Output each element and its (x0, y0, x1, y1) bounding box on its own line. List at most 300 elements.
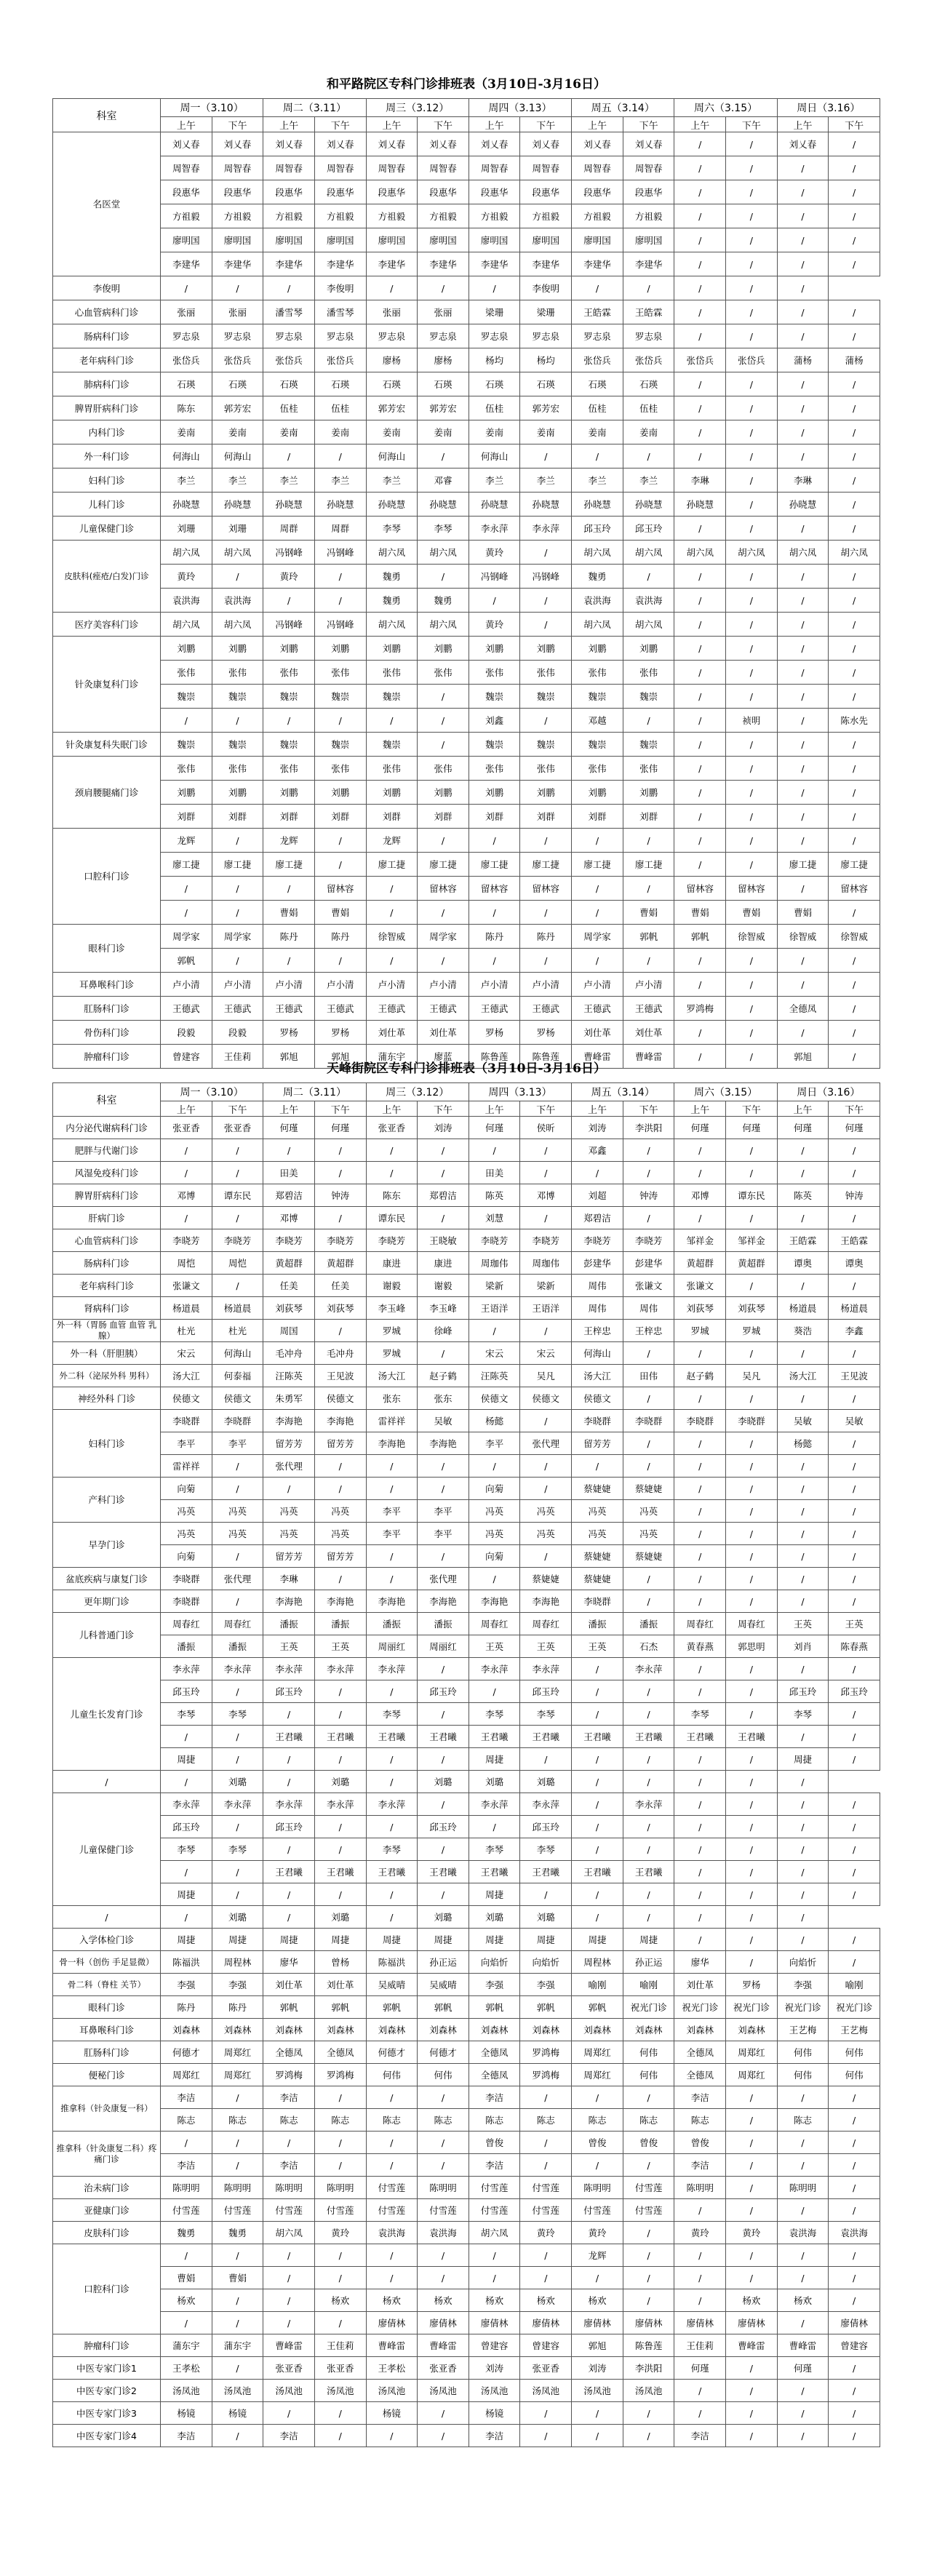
doctor-cell: / (829, 1523, 880, 1545)
doctor-cell: 廖明国 (572, 228, 623, 252)
doctor-cell: 姜南 (520, 420, 572, 444)
doctor-cell: 邹祥金 (726, 1229, 778, 1252)
doctor-cell: / (366, 949, 418, 973)
doctor-cell: 陈鲁莲 (623, 2334, 674, 2357)
doctor-cell: 蔡婕婕 (623, 1478, 674, 1500)
doctor-cell: / (366, 1816, 418, 1838)
doctor-cell: 付雪莲 (263, 2199, 315, 2222)
doctor-cell: 刘鹏 (212, 781, 263, 805)
doctor-cell: / (520, 2132, 572, 2154)
doctor-cell: / (623, 565, 674, 589)
doctor-cell: / (623, 709, 674, 733)
doctor-cell: / (623, 1771, 674, 1793)
doctor-cell: 王艺梅 (829, 2019, 880, 2041)
doctor-cell: 刘鹏 (623, 781, 674, 805)
doctor-cell: 郭芳宏 (520, 396, 572, 420)
day-header: 周五（3.14） (572, 99, 674, 117)
doctor-cell: 宋云 (161, 1342, 212, 1365)
doctor-cell: 罗志泉 (572, 324, 623, 348)
doctor-cell: 刘群 (161, 805, 212, 829)
doctor-cell: 郭帆 (366, 1996, 418, 2019)
dept-cell: 骨二科（脊柱 关节） (53, 1974, 161, 1996)
doctor-cell: 胡六凤 (469, 2222, 520, 2244)
doctor-cell: 胡六凤 (418, 541, 469, 565)
doctor-cell: / (777, 1162, 829, 1184)
doctor-cell: 王梓忠 (572, 1320, 623, 1342)
doctor-cell: 李兰 (314, 468, 366, 493)
doctor-cell: 魏崇 (263, 685, 315, 709)
doctor-cell: 刘乂春 (212, 132, 263, 156)
doctor-cell: 姜南 (572, 420, 623, 444)
doctor-cell: 蔡婕婕 (572, 1478, 623, 1500)
doctor-cell: 黄春燕 (674, 1635, 726, 1658)
doctor-cell: / (161, 1162, 212, 1184)
table-row (53, 637, 880, 661)
doctor-cell: / (366, 1906, 418, 1929)
doctor-cell: 石瑛 (469, 372, 520, 396)
doctor-cell: 刘璐 (314, 1771, 366, 1793)
doctor-cell: 刘仕革 (418, 1021, 469, 1045)
doctor-cell: 卢小清 (314, 973, 366, 997)
doctor-cell: / (777, 1523, 829, 1545)
doctor-cell: 全德凤 (674, 2041, 726, 2064)
dept-cell: 便秘门诊 (53, 2064, 161, 2086)
table-row (53, 300, 880, 324)
day-header: 周六（3.15） (674, 99, 777, 117)
doctor-cell: / (572, 949, 623, 973)
doctor-cell: 李洁 (263, 2425, 315, 2447)
doctor-cell: 魏勇 (366, 589, 418, 613)
doctor-cell: 刘群 (366, 805, 418, 829)
doctor-cell: 李永萍 (469, 1793, 520, 1816)
doctor-cell: / (829, 2132, 880, 2154)
doctor-cell: 李平 (366, 1523, 418, 1545)
doctor-cell: / (726, 1838, 778, 1861)
doctor-cell: 李琳 (263, 1568, 315, 1590)
doctor-cell: 张谦文 (674, 1275, 726, 1297)
doctor-cell: 邱玉玲 (263, 1680, 315, 1703)
doctor-cell: 蒲东宇 (161, 2334, 212, 2357)
doctor-cell: 冯英 (623, 1523, 674, 1545)
doctor-cell: 冯英 (161, 1500, 212, 1523)
doctor-cell: / (674, 396, 726, 420)
doctor-cell: 李永萍 (161, 1793, 212, 1816)
doctor-cell: / (366, 1883, 418, 1906)
doctor-cell: 周郑红 (161, 2064, 212, 2086)
doctor-cell: / (726, 396, 778, 420)
doctor-cell: / (726, 180, 778, 204)
doctor-cell: / (366, 1568, 418, 1590)
doctor-cell: 李琴 (161, 1838, 212, 1861)
doctor-cell: / (674, 661, 726, 685)
doctor-cell: 张亚香 (366, 1117, 418, 1139)
doctor-cell: / (726, 2199, 778, 2222)
doctor-cell: / (777, 2132, 829, 2154)
doctor-cell: / (777, 372, 829, 396)
doctor-cell: 郭芳宏 (212, 396, 263, 420)
table-row (53, 2109, 880, 2132)
doctor-cell: 吴威晴 (366, 1974, 418, 1996)
day-header: 周日（3.16） (777, 99, 880, 117)
doctor-cell: 吴凡 (726, 1365, 778, 1387)
doctor-cell: / (674, 1748, 726, 1771)
doctor-cell: / (829, 1590, 880, 1613)
am-header: 上午 (674, 1101, 726, 1117)
doctor-cell: / (726, 637, 778, 661)
dept-cell: 推拿科（针灸康复一科） (53, 2086, 161, 2132)
table-row (53, 2177, 880, 2199)
doctor-cell: 王德武 (161, 997, 212, 1021)
table-row (53, 1117, 880, 1139)
doctor-cell: 周郑红 (726, 2041, 778, 2064)
doctor-cell: 周春红 (161, 1613, 212, 1635)
doctor-cell: 廖倩林 (366, 2312, 418, 2334)
doctor-cell: 周群 (263, 517, 315, 541)
table-row (53, 228, 880, 252)
doctor-cell: / (623, 949, 674, 973)
doctor-cell: 孙正运 (623, 1951, 674, 1974)
doctor-cell: 陈丹 (520, 925, 572, 949)
pm-header: 下午 (418, 117, 469, 132)
doctor-cell: 廖明国 (623, 228, 674, 252)
doctor-cell: / (212, 901, 263, 925)
table-row (53, 1929, 880, 1951)
table-row (53, 2064, 880, 2086)
doctor-cell: 刘乂春 (263, 132, 315, 156)
doctor-cell: 汤大江 (366, 1365, 418, 1387)
doctor-cell: 李强 (520, 1974, 572, 1996)
doctor-cell: 邱玉玲 (161, 1680, 212, 1703)
doctor-cell: 郑碧洁 (263, 1184, 315, 1207)
doctor-cell: 王德武 (418, 997, 469, 1021)
doctor-cell: / (418, 1139, 469, 1162)
doctor-cell: / (726, 565, 778, 589)
doctor-cell: 王孝松 (161, 2357, 212, 2380)
doctor-cell: 梁珊 (520, 300, 572, 324)
doctor-cell: 蔡婕婕 (623, 1545, 674, 1568)
doctor-cell: 何德才 (161, 2041, 212, 2064)
doctor-cell: 吴威晴 (418, 1974, 469, 1996)
doctor-cell: / (212, 1139, 263, 1162)
doctor-cell: 廖倩林 (572, 2312, 623, 2334)
doctor-cell: / (829, 204, 880, 228)
doctor-cell: 刘珊 (161, 517, 212, 541)
doctor-cell: 陈志 (777, 2109, 829, 2132)
doctor-cell: / (829, 372, 880, 396)
doctor-cell: / (726, 1748, 778, 1771)
doctor-cell: 石瑛 (418, 372, 469, 396)
doctor-cell: 杨欢 (314, 2289, 366, 2312)
doctor-cell: / (726, 1478, 778, 1500)
doctor-cell: 冯钢峰 (314, 613, 366, 637)
doctor-cell: 留林容 (314, 877, 366, 901)
doctor-cell: / (777, 637, 829, 661)
doctor-cell: 刘鹏 (418, 781, 469, 805)
dept-cell: 肝病门诊 (53, 1207, 161, 1229)
doctor-cell: / (829, 444, 880, 468)
doctor-cell: 李玉峰 (366, 1297, 418, 1320)
doctor-cell: / (777, 204, 829, 228)
day-header: 周二（3.11） (263, 1083, 366, 1101)
doctor-cell: 王君曦 (572, 1861, 623, 1883)
doctor-cell: 彭建华 (623, 1252, 674, 1275)
doctor-cell: 潘振 (161, 1635, 212, 1658)
doctor-cell: / (674, 973, 726, 997)
doctor-cell: 周智春 (572, 156, 623, 180)
dept-cell: 口腔科门诊 (53, 829, 161, 925)
doctor-cell: 留林容 (520, 877, 572, 901)
doctor-cell: / (469, 2244, 520, 2267)
doctor-cell: 刘鹏 (572, 781, 623, 805)
doctor-cell: 张伟 (623, 661, 674, 685)
doctor-cell: 廖工捷 (572, 853, 623, 877)
doctor-cell: 郭帆 (418, 1996, 469, 2019)
header-row-days (53, 99, 880, 117)
doctor-cell: / (520, 1162, 572, 1184)
doctor-cell: / (674, 132, 726, 156)
doctor-cell: 张岱兵 (572, 348, 623, 372)
doctor-cell: 罗杨 (314, 1021, 366, 1045)
doctor-cell: 黄玲 (572, 2222, 623, 2244)
doctor-cell: 张伟 (212, 661, 263, 685)
doctor-cell: / (161, 1207, 212, 1229)
doctor-cell: 留林容 (829, 877, 880, 901)
doctor-cell: 石杰 (623, 1635, 674, 1658)
doctor-cell: 张亚香 (161, 1117, 212, 1139)
doctor-cell: 邱玉玲 (263, 1816, 315, 1838)
doctor-cell: / (674, 1568, 726, 1590)
doctor-cell: / (829, 2199, 880, 2222)
doctor-cell: / (829, 2244, 880, 2267)
doctor-cell: / (726, 1387, 778, 1410)
doctor-cell: 周郑红 (726, 2064, 778, 2086)
doctor-cell: / (726, 2177, 778, 2199)
doctor-cell: 杨道晨 (161, 1297, 212, 1320)
doctor-cell: 向菊 (161, 1478, 212, 1500)
doctor-cell: 付雪莲 (366, 2199, 418, 2222)
doctor-cell: 周郑红 (212, 2064, 263, 2086)
doctor-cell: 潘雪琴 (263, 300, 315, 324)
doctor-cell: 何伟 (366, 2064, 418, 2086)
doctor-cell: / (161, 276, 212, 300)
dept-cell: 亚健康门诊 (53, 2199, 161, 2222)
doctor-cell: / (726, 589, 778, 613)
doctor-cell: 王君曦 (314, 1726, 366, 1748)
doctor-cell: 李琴 (469, 1838, 520, 1861)
doctor-cell: / (623, 2267, 674, 2289)
doctor-cell: / (314, 1680, 366, 1703)
doctor-cell: 冯英 (469, 1500, 520, 1523)
doctor-cell: 梁新 (520, 1275, 572, 1297)
doctor-cell: / (212, 877, 263, 901)
doctor-cell: 张伟 (212, 757, 263, 781)
doctor-cell: 李海艳 (314, 1410, 366, 1432)
doctor-cell: / (777, 1139, 829, 1162)
doctor-cell: / (829, 997, 880, 1021)
doctor-cell: / (726, 1500, 778, 1523)
doctor-cell: 留芳芳 (263, 1545, 315, 1568)
table-row (53, 1410, 880, 1432)
doctor-cell: 周程林 (212, 1951, 263, 1974)
doctor-cell: 魏勇 (212, 2222, 263, 2244)
doctor-cell: 罗志泉 (366, 324, 418, 348)
doctor-cell: 邱玉玲 (161, 1816, 212, 1838)
doctor-cell: / (469, 1320, 520, 1342)
doctor-cell: 李晓芳 (623, 1229, 674, 1252)
doctor-cell: / (726, 781, 778, 805)
doctor-cell: 袁洪海 (777, 2222, 829, 2244)
doctor-cell: 王英 (263, 1635, 315, 1658)
doctor-cell: 钟涛 (829, 1184, 880, 1207)
doctor-cell: / (366, 2086, 418, 2109)
doctor-cell: 曾建容 (469, 2334, 520, 2357)
doctor-cell: 孙晓慧 (572, 493, 623, 517)
doctor-cell: 李永萍 (366, 1658, 418, 1680)
doctor-cell: 杨镜 (161, 2402, 212, 2425)
doctor-cell: / (212, 1478, 263, 1500)
doctor-cell: / (777, 420, 829, 444)
doctor-cell: 李兰 (520, 468, 572, 493)
doctor-cell: / (212, 1545, 263, 1568)
doctor-cell: 周捷 (212, 1929, 263, 1951)
doctor-cell: 张亚香 (212, 1117, 263, 1139)
doctor-cell: 李强 (777, 1974, 829, 1996)
doctor-cell: 周郑红 (572, 2041, 623, 2064)
dept-cell: 中医专家门诊1 (53, 2357, 161, 2380)
doctor-cell: 何伟 (623, 2064, 674, 2086)
doctor-cell: 伍桂 (469, 396, 520, 420)
doctor-cell: 邓鑫 (572, 1139, 623, 1162)
doctor-cell: / (829, 781, 880, 805)
dept-cell: 中医专家门诊2 (53, 2380, 161, 2402)
table-row (53, 2380, 880, 2402)
doctor-cell: 孙晓慧 (161, 493, 212, 517)
doctor-cell: / (572, 2402, 623, 2425)
dept-cell: 内科门诊 (53, 420, 161, 444)
doctor-cell: 徐智威 (726, 925, 778, 949)
doctor-cell: 张丽 (212, 300, 263, 324)
doctor-cell: 李晓芳 (366, 1229, 418, 1252)
doctor-cell: 杨均 (469, 348, 520, 372)
doctor-cell: / (726, 1568, 778, 1590)
doctor-cell: / (366, 709, 418, 733)
doctor-cell: 段惠华 (263, 180, 315, 204)
doctor-cell: 邱玉玲 (623, 517, 674, 541)
doctor-cell: 付雪莲 (418, 2199, 469, 2222)
header-row-halfday (53, 117, 880, 132)
doctor-cell: 刘森林 (263, 2019, 315, 2041)
doctor-cell: 段惠华 (418, 180, 469, 204)
doctor-cell: 孙晓慧 (674, 493, 726, 517)
doctor-cell: 曾建容 (520, 2334, 572, 2357)
doctor-cell: 黄玲 (674, 2222, 726, 2244)
table-row (53, 1432, 880, 1455)
doctor-cell: / (520, 829, 572, 853)
table-row (53, 1726, 880, 1748)
doctor-cell: 廖倩林 (726, 2312, 778, 2334)
doctor-cell: 胡六凤 (366, 613, 418, 637)
doctor-cell: 王语洋 (520, 1297, 572, 1320)
doctor-cell: 雷祥祥 (366, 1410, 418, 1432)
doctor-cell: 刘鑫 (469, 709, 520, 733)
doctor-cell: / (366, 877, 418, 901)
doctor-cell: / (726, 252, 778, 276)
doctor-cell: / (777, 228, 829, 252)
doctor-cell: / (829, 1861, 880, 1883)
doctor-cell: / (674, 613, 726, 637)
doctor-cell: 刘璐 (418, 1771, 469, 1793)
doctor-cell: 周伟 (572, 1297, 623, 1320)
doctor-cell: / (520, 2244, 572, 2267)
doctor-cell: 陈英 (777, 1184, 829, 1207)
doctor-cell: 李琴 (469, 1703, 520, 1726)
doctor-cell: 卢小清 (263, 973, 315, 997)
doctor-cell: / (572, 2086, 623, 2109)
doctor-cell: 罗鸿梅 (263, 2064, 315, 2086)
dept-header: 科室 (53, 1083, 161, 1117)
doctor-cell: / (726, 1590, 778, 1613)
doctor-cell: / (829, 949, 880, 973)
doctor-cell: 李建华 (623, 252, 674, 276)
table-body (53, 1083, 880, 2447)
doctor-cell: 伍桂 (623, 396, 674, 420)
doctor-cell: 祝光门诊 (623, 1996, 674, 2019)
doctor-cell: / (623, 1748, 674, 1771)
doctor-cell: / (674, 372, 726, 396)
doctor-cell: 胡六凤 (161, 613, 212, 637)
doctor-cell: 李琴 (366, 1703, 418, 1726)
doctor-cell: 周捷 (161, 1748, 212, 1771)
doctor-cell: 李洁 (674, 2425, 726, 2447)
doctor-cell: 周春红 (212, 1613, 263, 1635)
doctor-cell: / (314, 829, 366, 853)
table-row (53, 2425, 880, 2447)
doctor-cell: 李晓群 (212, 1410, 263, 1432)
doctor-cell: / (520, 1545, 572, 1568)
doctor-cell: 曹娟 (726, 901, 778, 925)
doctor-cell: 李琴 (366, 517, 418, 541)
doctor-cell: 李永萍 (314, 1793, 366, 1816)
doctor-cell: 周国 (263, 1320, 315, 1342)
doctor-cell: / (53, 1771, 161, 1793)
doctor-cell: 留芳芳 (314, 1545, 366, 1568)
doctor-cell: 魏崇 (572, 685, 623, 709)
doctor-cell: 何瑾 (314, 1117, 366, 1139)
doctor-cell: / (314, 2244, 366, 2267)
doctor-cell: 方祖毅 (418, 204, 469, 228)
doctor-cell: 李海艳 (469, 1590, 520, 1613)
doctor-cell: / (418, 2154, 469, 2177)
dept-cell: 眼科门诊 (53, 1996, 161, 2019)
doctor-cell: / (161, 2312, 212, 2334)
am-header: 上午 (161, 1101, 212, 1117)
table-row (53, 2357, 880, 2380)
doctor-cell: 王晓敏 (418, 1229, 469, 1252)
pm-header: 下午 (623, 117, 674, 132)
doctor-cell: 李琴 (520, 1838, 572, 1861)
dept-cell: 肿瘤科门诊 (53, 1045, 161, 1069)
doctor-cell: 魏崇 (161, 685, 212, 709)
doctor-cell: / (623, 2402, 674, 2425)
doctor-cell: 全德凤 (469, 2041, 520, 2064)
doctor-cell: / (263, 2289, 315, 2312)
doctor-cell: 杨欢 (469, 2289, 520, 2312)
doctor-cell: 李琴 (674, 1703, 726, 1726)
doctor-cell: / (212, 1883, 263, 1906)
doctor-cell: 李琳 (777, 468, 829, 493)
doctor-cell: 张岱兵 (726, 348, 778, 372)
doctor-cell: 付雪莲 (469, 2177, 520, 2199)
